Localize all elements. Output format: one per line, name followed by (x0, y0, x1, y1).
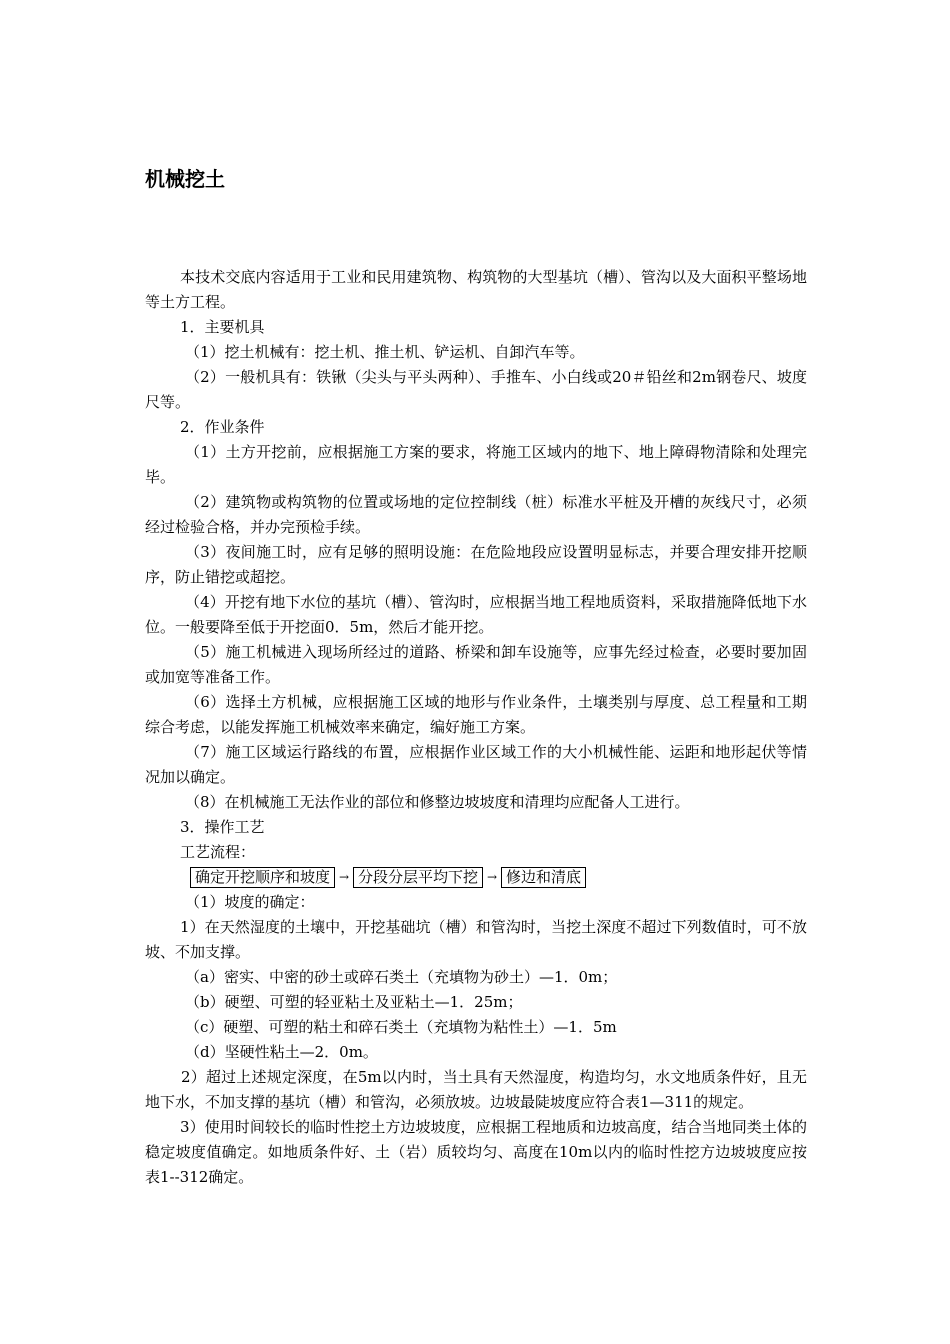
paragraph-condition-2: （2）建筑物或构筑物的位置或场地的定位控制线（桩）标准水平桩及开槽的灰线尺寸，必须经过检验合格，并办完预检手续。 (145, 493, 807, 536)
paragraph-slope-heading: （1）坡度的确定： (185, 893, 315, 911)
section-heading-process: 3．操作工艺 (180, 818, 265, 836)
paragraph-condition-7: （7）施工区域运行路线的布置，应根据作业区域工作的大小机械性能、运距和地形起伏等情况加以确定。 (145, 743, 807, 786)
flow-step-box: 确定开挖顺序和坡度 (190, 867, 335, 888)
page-title: 机械挖土 (145, 167, 225, 191)
intro-paragraph: 本技术交底内容适用于工业和民用建筑物、构筑物的大型基坑（槽）、管沟以及大面积平整场地等土方工程。 (145, 268, 807, 311)
paragraph-slope-3: 3）使用时间较长的临时性挖土方边坡坡度，应根据工程地质和边坡高度，结合当地同类土体的稳定坡度值确定。如地质条件好、土（岩）质较均匀、高度在10m以内的临时性挖方边坡坡度应按表1--312确定。 (145, 1118, 807, 1186)
paragraph-slope-1: 1）在天然湿度的土壤中，开挖基础坑（槽）和管沟时，当挖土深度不超过下列数值时，可不放坡、不加支撑。 (145, 918, 807, 961)
section-heading-conditions: 2．作业条件 (180, 418, 265, 436)
arrow-right-icon: → (487, 870, 498, 884)
paragraph-slope-b: （b）硬塑、可塑的轻亚粘土及亚粘土—1．25m； (185, 993, 523, 1011)
paragraph-condition-1: （1）土方开挖前，应根据施工方案的要求，将施工区域内的地下、地上障碍物清除和处理完毕。 (145, 443, 807, 486)
paragraph-condition-6: （6）选择土方机械，应根据施工区域的地形与作业条件，土壤类别与厚度、总工程量和工期综合考虑，以能发挥施工机械效率来确定，编好施工方案。 (145, 693, 807, 736)
paragraph-flow-label: 工艺流程： (180, 843, 256, 861)
paragraph-condition-4: （4）开挖有地下水位的基坑（槽）、管沟时，应根据当地工程地质资料，采取措施降低地下水位。一般要降至低于开挖面0．5m，然后才能开挖。 (145, 593, 807, 636)
paragraph-slope-d: （d）坚硬性粘土—2．0m。 (185, 1043, 378, 1061)
paragraph-slope-a: （a）密实、中密的砂土或碎石类土（充填物为砂土）—1．0m； (185, 968, 618, 986)
paragraph-tools-2: （2）一般机具有：铁锹（尖头与平头两种）、手推车、小白线或20＃铅丝和2m钢卷尺、坡度尺等。 (145, 368, 807, 411)
process-flow (145, 865, 807, 890)
section-heading-tools: 1．主要机具 (180, 318, 265, 336)
flow-step-box: 修边和清底 (501, 867, 586, 888)
paragraph-condition-3: （3）夜间施工时，应有足够的照明设施：在危险地段应设置明显标志，并要合理安排开挖顺序，防止错挖或超挖。 (145, 543, 807, 586)
paragraph-condition-8: （8）在机械施工无法作业的部位和修整边坡坡度和清理均应配备人工进行。 (185, 793, 690, 811)
paragraph-condition-5: （5）施工机械进入现场所经过的道路、桥梁和卸车设施等，应事先经过检查，必要时要加固或加宽等准备工作。 (145, 643, 807, 686)
arrow-right-icon: → (338, 870, 350, 884)
paragraph-slope-c: （c）硬塑、可塑的粘土和碎石类土（充填物为粘性土）—1．5m (185, 1018, 617, 1036)
flow-step-box: 分段分层平均下挖 (353, 867, 483, 888)
paragraph-tools-1: （1）挖土机械有：挖土机、推土机、铲运机、自卸汽车等。 (185, 343, 585, 361)
document-body (145, 265, 807, 1190)
paragraph-slope-2: 2）超过上述规定深度，在5m以内时，当土具有天然湿度，构造均匀，水文地质条件好，且无地下水，不加支撑的基坑（槽）和管沟，必须放坡。边坡最陡坡度应符合表1—311的规定。 (145, 1068, 807, 1111)
